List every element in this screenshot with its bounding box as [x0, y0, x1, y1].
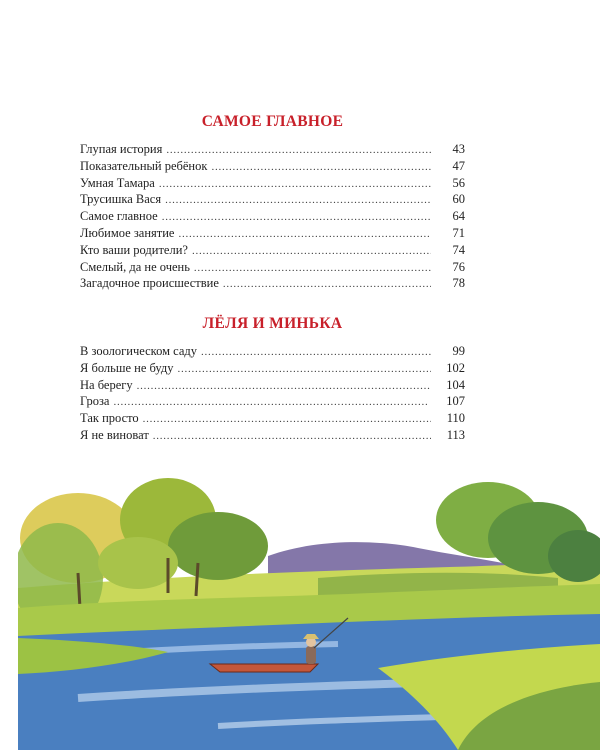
entry-title: Я больше не буду	[80, 360, 174, 375]
entry-page: 60	[452, 192, 465, 207]
toc-entry[interactable]	[80, 343, 465, 360]
entry-page: 113	[446, 427, 465, 442]
section-title-samoe-glavnoe: САМОЕ ГЛАВНОЕ	[201, 113, 344, 130]
dot-leader	[192, 243, 431, 260]
entry-page: 43	[452, 142, 465, 156]
dot-leader	[194, 260, 431, 277]
dot-leader	[166, 142, 431, 159]
entry-title: На берегу	[80, 377, 133, 392]
fisherman-body	[306, 646, 316, 664]
entry-page: 56	[452, 175, 465, 190]
section-entries-lelya-i-minka	[80, 343, 465, 444]
entry-title: Показательный ребёнок	[80, 158, 208, 173]
toc-entry[interactable]	[80, 275, 465, 292]
entry-title: Так просто	[80, 411, 139, 426]
dot-leader	[201, 344, 431, 361]
entry-page: 64	[452, 209, 465, 224]
entry-title: Умная Тамара	[80, 175, 155, 190]
entry-page: 78	[452, 276, 465, 291]
entry-page: 107	[446, 394, 465, 409]
entry-page: 71	[452, 225, 465, 240]
toc-entry[interactable]	[80, 175, 465, 192]
toc-entry[interactable]	[80, 377, 465, 394]
entry-title: Я не виноват	[80, 427, 149, 442]
toc-entry[interactable]	[80, 360, 465, 377]
entry-title: В зоологическом саду	[80, 344, 198, 358]
section-title-lelya-i-minka: ЛЁЛЯ И МИНЬКА	[202, 315, 343, 332]
dot-leader	[153, 428, 431, 445]
river-landscape-illustration	[18, 468, 600, 750]
dot-leader	[137, 378, 431, 395]
entry-title: Любимое занятие	[80, 225, 175, 240]
dot-leader	[113, 394, 431, 411]
entry-page: 47	[452, 158, 465, 173]
toc-entry[interactable]	[80, 225, 465, 242]
entry-title: Кто ваши родители?	[80, 242, 188, 257]
toc-entry[interactable]	[80, 393, 465, 410]
toc-entry[interactable]	[80, 410, 465, 427]
entry-title: Загадочное происшествие	[80, 276, 219, 291]
entry-title: Глупая история	[80, 142, 163, 156]
toc-entry[interactable]	[80, 259, 465, 276]
toc-entry[interactable]	[80, 191, 465, 208]
entry-page: 74	[452, 242, 465, 257]
dot-leader	[177, 361, 431, 378]
tree-mid-3	[98, 537, 178, 589]
entry-page: 102	[446, 360, 465, 375]
dot-leader	[178, 226, 431, 243]
dot-leader	[162, 209, 431, 226]
dot-leader	[223, 276, 431, 293]
entry-title: Смелый, да не очень	[80, 259, 190, 274]
boat	[210, 664, 318, 672]
entry-page: 76	[452, 259, 465, 274]
toc-entry[interactable]	[80, 427, 465, 444]
entry-title: Трусишка Вася	[80, 192, 162, 207]
dot-leader	[211, 159, 431, 176]
dot-leader	[143, 411, 431, 428]
dot-leader	[159, 176, 431, 193]
tree-mid-2	[168, 512, 268, 580]
entry-page: 99	[452, 344, 465, 358]
toc-entry[interactable]	[80, 208, 465, 225]
section-entries-samoe-glavnoe	[80, 141, 465, 292]
entry-page: 104	[446, 377, 465, 392]
entry-page: 110	[446, 411, 465, 426]
dot-leader	[165, 192, 431, 209]
entry-title: Самое главное	[80, 209, 158, 224]
toc-entry[interactable]	[80, 141, 465, 158]
entry-title: Гроза	[80, 394, 110, 409]
toc-entry[interactable]	[80, 242, 465, 259]
toc-entry[interactable]	[80, 158, 465, 175]
